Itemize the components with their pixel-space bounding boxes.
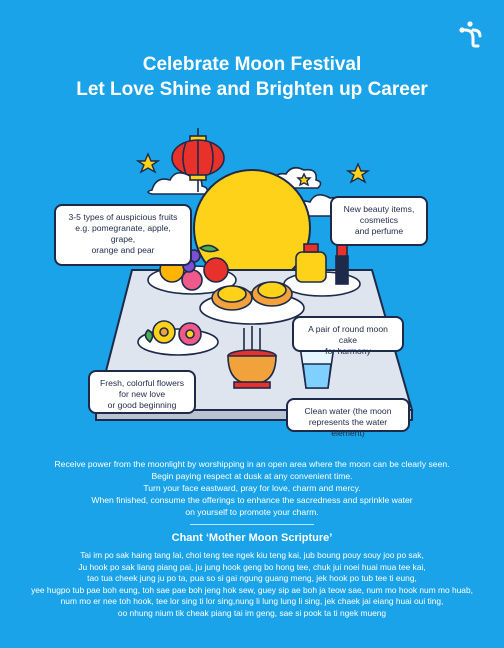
instruction-line: Receive power from the moonlight by worshipping in an open area where the moon can be clearly seen. <box>54 459 450 469</box>
mooncake-callout: A pair of round moon cake for harmony <box>292 316 404 352</box>
title-line-1: Celebrate Moon Festival <box>142 54 362 75</box>
instruction-line: Begin paying respect at dusk at any convenient time. <box>151 471 353 481</box>
title-line-2: Let Love Shine and Brighten up Career <box>76 79 428 100</box>
flowers-callout: Fresh, colorful flowers for new love or good beginning <box>88 370 196 414</box>
instruction-line: When finished, consume the offerings to enhance the sacredness and sprinkle water <box>91 495 413 505</box>
instructions-text <box>0 458 504 518</box>
instruction-line: on yourself to promote your charm. <box>185 507 319 517</box>
chant-text <box>0 550 504 620</box>
chant-line: Tai im po sak haing tang lai, choi teng tee ngek kiu teng kai, jub boung pouy souy joo po sak, <box>80 550 424 560</box>
chant-line: Ju hook po sak liang piang pai, ju jung hook geng bo hong tee, chuk jui noei huai mua tee kai, <box>78 561 426 572</box>
offering-table-illustration <box>0 120 504 440</box>
page-title <box>0 52 504 102</box>
chant-title: Chant ‘Mother Moon Scripture’ <box>171 532 333 544</box>
water-callout: Clean water (the moon represents the water element) <box>286 398 410 432</box>
chant-line: yee hugpo tub pae boh eung, toh sae pae boh jeng hok sew, guey sip ae boh ja teow sae, num mo hook num mo huab, <box>31 584 473 595</box>
chant-line: tao tua cheek jung ju po ta, pua so si gai ngung guang meng, jek hook po tub tee ti eung, <box>87 573 417 584</box>
chant-line: oo nhung nium tik cheak piang tai im geng, sae si pook ta ti ngek mueng <box>117 607 387 618</box>
chant-line: num mo er nee toh hook, tee lor sing ti lor sing,nung li lung lung li sing, jek chaek jai eiang huai oui ting, <box>60 596 444 607</box>
beauty-callout: New beauty items, cosmetics and perfume <box>330 196 428 246</box>
instruction-line: Turn your face eastward, pray for love, charm and mercy. <box>143 483 361 493</box>
brand-logo-icon <box>456 18 486 48</box>
divider <box>190 524 314 525</box>
fruits-callout: 3-5 types of auspicious fruits e.g. pomegranate, apple, grape, orange and pear <box>54 204 192 266</box>
